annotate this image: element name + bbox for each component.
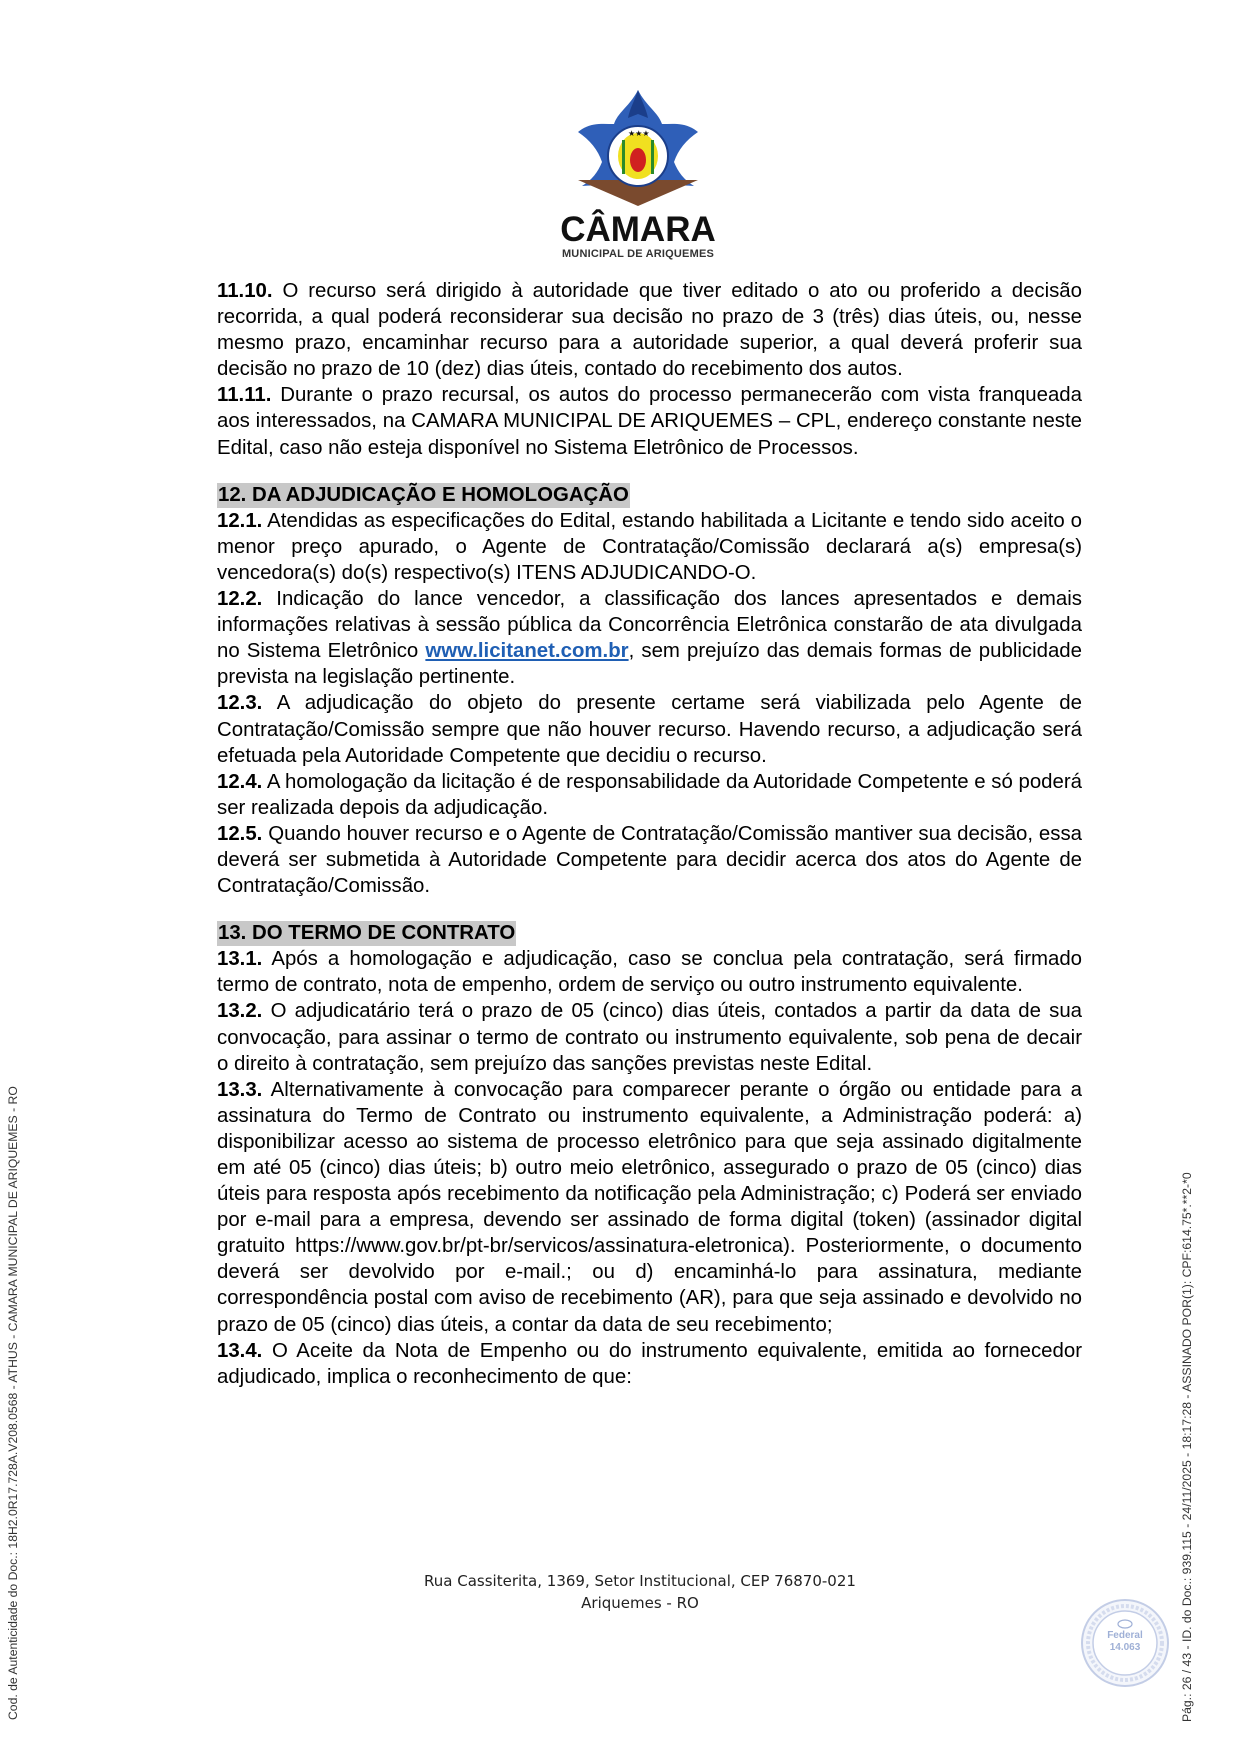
signature-info-margin: Pág.: 26 / 43 - ID. do Doc.: 939.115 - 24/11/2025 - 18:17:28 - ASSINADO POR(1): CPF:614.75*.**2-*0 xyxy=(1180,1172,1194,1722)
digital-signature-seal xyxy=(1080,1598,1170,1688)
clause-text: A homologação da licitação é de responsabilidade da Autoridade Competente e só poderá ser realizada depois da adjudicação. xyxy=(217,770,1082,819)
clause-number: 11.11. xyxy=(217,384,272,407)
clause-text: O Aceite da Nota de Empenho ou do instrumento equivalente, emitida ao fornecedor adjudicado, implica o reconhecimento de que: xyxy=(217,1339,1082,1388)
clause-text: Após a homologação e adjudicação, caso se conclua pela contratação, será firmado termo de contrato, nota de empenho, ordem de serviço ou outro instrumento equivalente. xyxy=(217,948,1082,997)
clause-number: 12.4. xyxy=(217,770,263,793)
logo-subtitle: MUNICIPAL DE ARIQUEMES xyxy=(561,248,715,260)
page-footer xyxy=(380,1570,900,1614)
clause-number: 13.4. xyxy=(217,1339,263,1362)
clause-text: Durante o prazo recursal, os autos do processo permanecerão com vista franqueada aos interessados, na CAMARA MUNICIPAL DE ARIQUEMES – CPL, endereço constante neste Edital, caso não esteja disponível no Sistema Eletrônico de Processos. xyxy=(217,384,1082,459)
clause-text: Quando houver recurso e o Agente de Contratação/Comissão mantiver sua decisão, essa deverá ser submetida à Autoridade Competente para decidir acerca dos atos do Agente de Contratação/Comissão. xyxy=(217,822,1082,898)
clause-number: 12.2. xyxy=(217,588,263,611)
clause-number: 12.5. xyxy=(217,822,263,845)
clause-number: 12.3. xyxy=(217,692,263,715)
emblem-icon xyxy=(548,88,728,213)
clause-13-1 xyxy=(217,946,1082,998)
seal-line2: 14.063 xyxy=(1109,1642,1141,1653)
clause-text: O recurso será dirigido à autoridade que tiver editado o ato ou proferido a decisão recorrida, a qual poderá reconsiderar sua decisão no prazo de 3 (três) dias úteis, ou, nesse mesmo prazo, encaminhar recurso para a autoridade superior, a qual deverá proferir sua decisão no prazo de 10 (dez) dias úteis, contado do recebimento dos autos. xyxy=(217,280,1082,381)
clause-11-10 xyxy=(217,278,1082,382)
clause-number: 13.2. xyxy=(217,1000,263,1023)
camara-logo xyxy=(548,88,728,258)
clause-13-3 xyxy=(217,1077,1082,1338)
footer-address-line1: Rua Cassiterita, 1369, Setor Institucional, CEP 76870-021 xyxy=(424,1572,856,1590)
section-heading-12: 12. DA ADJUDICAÇÃO E HOMOLOGAÇÃO xyxy=(218,483,629,506)
clause-text: Alternativamente à convocação para comparecer perante o órgão ou entidade para a assinatura do Termo de Contrato ou instrumento equivalente, a Administração poderá: a) disponibilizar acesso ao sistema de processo eletrônico para que seja assinado digitalmente em até 05 (cinco) dias úteis; b) outro meio eletrônico, assegurado o prazo de 05 (cinco) dias úteis para resposta após recebimento da notificação pela Administração; c) Poderá ser enviado por e-mail para a empresa, devendo ser assinado de forma digital (token) (assinador digital gratuito https://www.gov.br/pt-br/servicos/assinatura-eletronica). Posteriormente, o documento deverá ser devolvido por e-mail.; ou d) encaminhá-lo para assinatura, mediante correspondência postal com aviso de recebimento (AR), para que seja assinado e devolvido no prazo de 05 (cinco) dias úteis, a contar da data de seu recebimento; xyxy=(217,1078,1082,1336)
clause-12-1 xyxy=(217,508,1082,586)
clause-11-11 xyxy=(217,382,1082,460)
emblem-stars: ★★★ xyxy=(628,129,650,138)
clause-number: 12.1. xyxy=(217,509,263,532)
clause-12-2 xyxy=(217,586,1082,690)
clause-text: , sem prejuízo das demais formas de publicidade prevista na legislação pertinente. xyxy=(217,640,1082,689)
clause-12-3 xyxy=(217,690,1082,768)
clause-number: 13.1. xyxy=(217,948,263,971)
clause-number: 11.10. xyxy=(217,280,273,302)
clause-12-4 xyxy=(217,769,1082,821)
clause-12-5 xyxy=(217,821,1082,899)
document-body xyxy=(217,278,1082,1390)
clause-13-4 xyxy=(217,1338,1082,1390)
licitanet-link[interactable]: www.licitanet.com.br xyxy=(425,640,629,663)
clause-text: Atendidas as especificações do Edital, estando habilitada a Licitante e tendo sido aceito o menor preço apurado, o Agente de Contratação/Comissão declarará a(s) empresa(s) vencedora(s) do(s) respectivo(s) ITENS ADJUDICANDO-O. xyxy=(217,509,1082,584)
seal-line1: Federal xyxy=(1107,1630,1143,1641)
seal-label xyxy=(1080,1630,1170,1654)
clause-text: A adjudicação do objeto do presente certame será viabilizada pelo Agente de Contratação/Comissão sempre que não houver recurso. Havendo recurso, a adjudicação será efetuada pela Autoridade Competente que decidiu o recurso. xyxy=(217,692,1082,767)
authenticity-code-margin: Cod. de Autenticidade do Doc.: 18H2.0R17.728A.V208.0568 - ATHUS - CAMARA MUNICIPAL DE ARIQUEMES - RO xyxy=(6,1086,20,1720)
section-heading-13: 13. DO TERMO DE CONTRATO xyxy=(218,922,516,945)
emblem-tree-left xyxy=(622,140,625,174)
clause-13-2 xyxy=(217,998,1082,1076)
clause-text: O adjudicatário terá o prazo de 05 (cinco) dias úteis, contados a partir da data de sua convocação, para assinar o termo de contrato ou instrumento equivalente, sob pena de decair o direito à contratação, sem prejuízo das sanções previstas neste Edital. xyxy=(217,1000,1082,1075)
emblem-center xyxy=(630,148,646,172)
clause-number: 13.3. xyxy=(217,1078,263,1101)
footer-address-line2: Ariquemes - RO xyxy=(581,1594,699,1612)
emblem-tree-right xyxy=(651,140,654,174)
clause-text: Indicação do lance vencedor, a classificação dos lances apresentados e demais informações relativas à sessão pública da Concorrência Eletrônica constarão de ata divulgada no Sistema Eletrônico xyxy=(217,588,1082,663)
logo-title: CÂMARA xyxy=(560,210,716,249)
